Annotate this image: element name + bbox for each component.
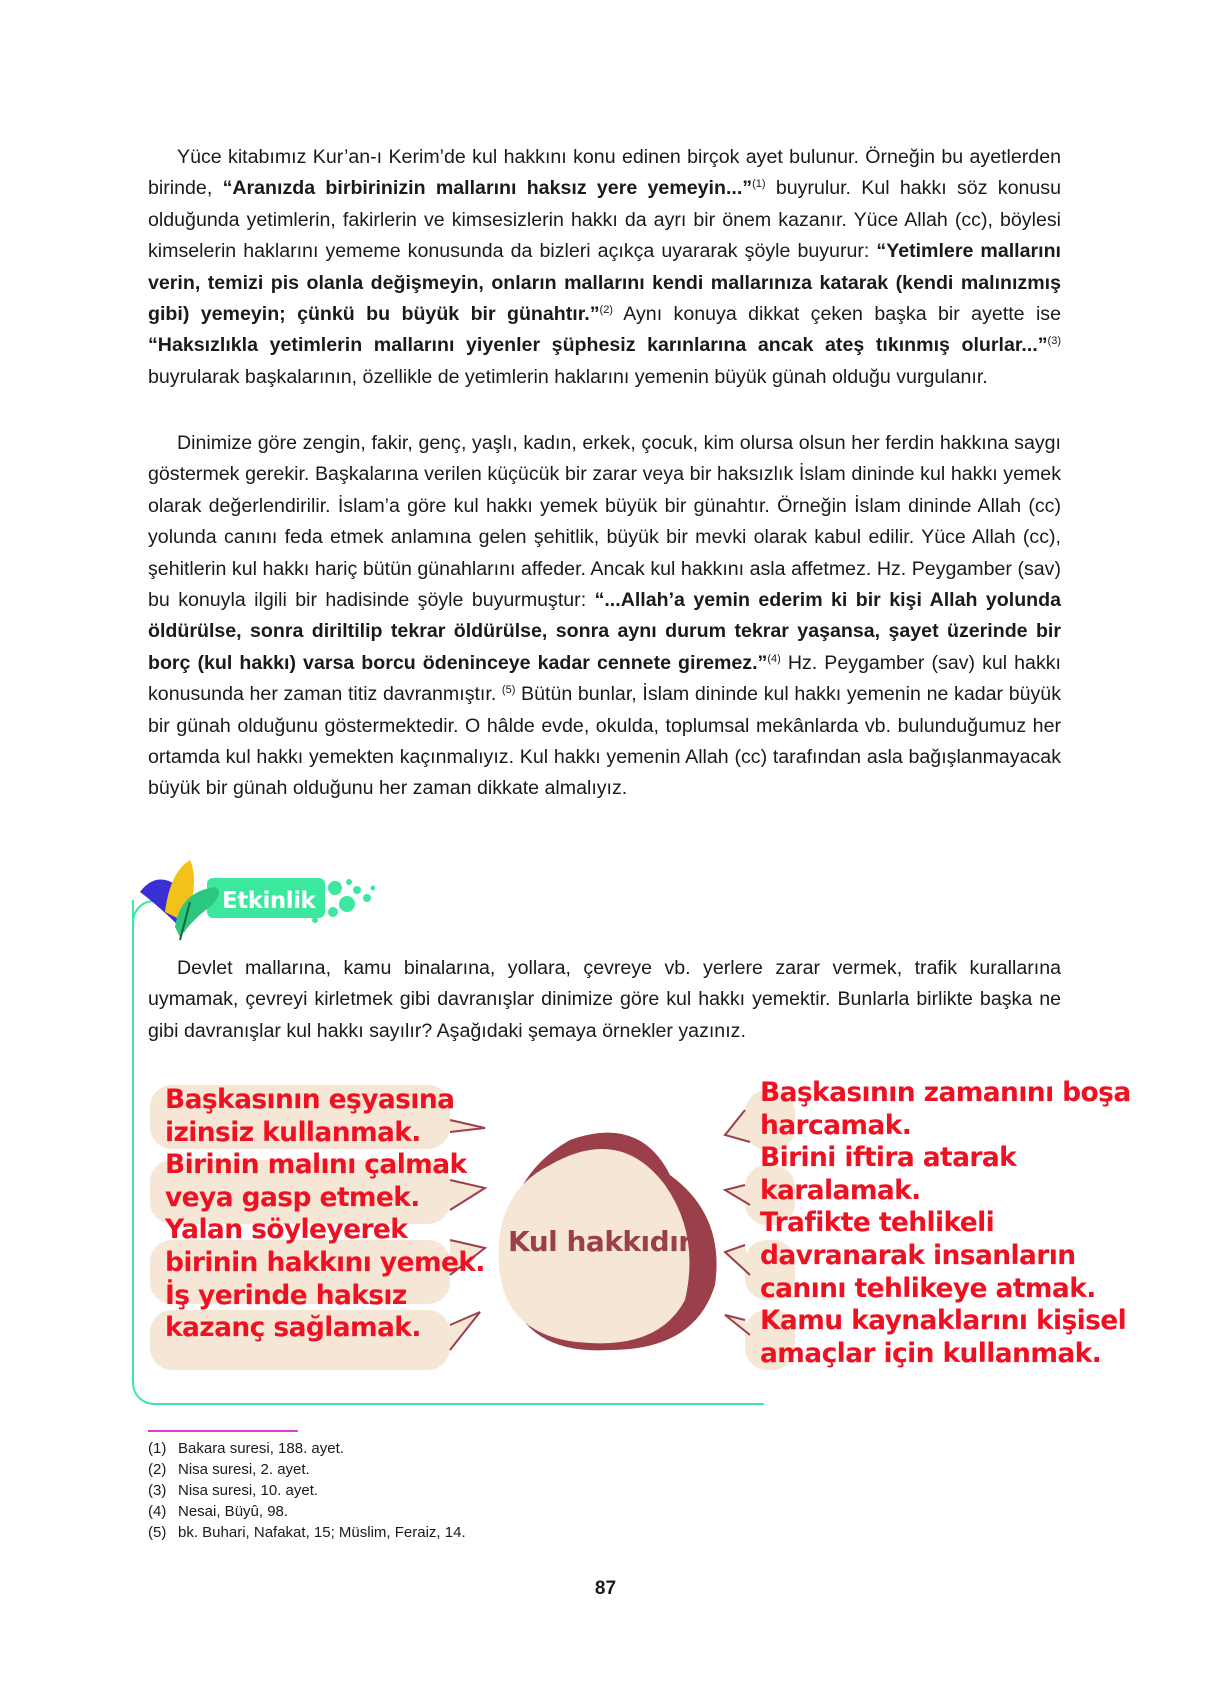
answer-line: Trafikte tehlikeli: [760, 1207, 995, 1239]
center-label: Kul hakkıdır.: [508, 1225, 698, 1258]
body-text: Dinimize göre zengin, fakir, genç, yaşlı, kadın, erkek, çocuk, kim olursa olsun her ferdin hakkına saygı göstermek gerekir. Başkalarına verilen küçücük bir zarar veya bir haksızlık İslam dininde kul hakkı yemek olarak değerlendirilir. İslam’a göre kul hakkı yemek büyük bir günahtır. Örneğin İslam dininde Allah (cc) yolunda canını feda etmek anlamına gelen şehitlik, büyük bir mevki olarak kabul edilir. Yüce Allah (cc), şehitlerin kul hakkı hariç bütün günahlarını affeder. Ancak kul hakkını asla affetmez. Hz. Peygamber (sav) bu konuyla ilgili bir hadisinde şöyle buyurmuştur:: [148, 432, 1061, 612]
right-answers: [760, 1077, 1131, 1370]
quote-text: “Aranızda birbirinizin mallarını haksız yere yemeyin...”: [222, 177, 753, 200]
answer-line: Birinin malını çalmak: [165, 1149, 467, 1181]
footnote-text: Bakara suresi, 188. ayet.: [178, 1440, 344, 1457]
answer-line: İş yerinde haksız: [165, 1279, 407, 1311]
answer-line: karalamak.: [760, 1174, 921, 1206]
footnote-text: Nesai, Büyû, 98.: [178, 1503, 289, 1520]
activity-instructions: Devlet mallarına, kamu binalarına, yollara, çevreye vb. yerlere zarar vermek, trafik kurallarına uymamak, çevreyi kirletmek gibi davranışlar dinimize göre kul hakkı yemektir. Bunlarla birlikte başka ne gibi davranışlar kul hakkı sayılır? Aşağıdaki şemaya örnekler yazınız.: [148, 957, 1061, 1042]
footnote-text: Nisa suresi, 10. ayet.: [178, 1482, 319, 1499]
answer-line: kazanç sağlamak.: [165, 1312, 421, 1344]
paragraph-1: [148, 142, 1061, 393]
activity-title: Etkinlik: [222, 888, 316, 914]
footnote-number: (2): [148, 1461, 167, 1478]
answer-line: Başkasının zamanını boşa: [760, 1077, 1131, 1108]
body-text: Hz. Peygamber (sav) kul hakkı konusunda her zaman titiz davranmıştır.: [148, 651, 1061, 706]
body-text: Aynı konuya dikkat çeken başka bir ayette ise: [612, 303, 1061, 326]
footnote-ref: (1): [752, 178, 766, 191]
footnote-ref: (4): [767, 652, 781, 665]
paragraph-2: [148, 428, 1061, 805]
answer-line: Yalan söyleyerek: [165, 1214, 408, 1246]
answer-line: veya gasp etmek.: [165, 1181, 420, 1213]
footnotes: [148, 1438, 466, 1543]
footnote: [148, 1522, 466, 1543]
answer-line: izinsiz kullanmak.: [165, 1116, 421, 1148]
body-text: Bütün bunlar, İslam dininde kul hakkı yemenin ne kadar büyük bir günah olduğunu göstermektedir. O hâlde evde, okulda, toplumsal mekânlarda vb. bulunduğumuz her ortamda kul hakkı yemekten kaçınmalıyız. Kul hakkı yemenin Allah (cc) tarafından asla bağışlanmayacak büyük bir günah olduğunu her zaman dikkate almalıyız.: [148, 683, 1061, 800]
answer-line: birinin hakkını yemek.: [165, 1246, 485, 1278]
footnote-number: (1): [148, 1440, 167, 1457]
answer-line: canını tehlikeye atmak.: [760, 1272, 1096, 1304]
body-text: buyrulur. Kul hakkı söz konusu olduğunda yetimlerin, fakirlerin ve kimsesizlerin hakkı da ayrı bir önem kazanır. Yüce Allah (cc), böylesi kimselerin haklarını yememe konusunda da bizleri açıkça uyararak şöyle buyurur:: [148, 177, 1061, 263]
answer-line: Kamu kaynaklarını kişisel: [760, 1305, 1127, 1337]
page-number: 87: [594, 1578, 617, 1599]
footnote: [148, 1480, 466, 1501]
footnote: [148, 1459, 466, 1480]
body-text: buyrularak başkalarının, özellikle de yetimlerin haklarını yemenin büyük günah olduğu vurgulanır.: [148, 365, 988, 388]
footnote-number: (4): [148, 1503, 167, 1520]
footnote-text: bk. Buhari, Nafakat, 15; Müslim, Feraiz, 14.: [178, 1524, 466, 1541]
answer-line: harcamak.: [760, 1109, 912, 1141]
quote-text: “Yetimlere mallarını verin, temizi pis olanla değişmeyin, onların mallarını kendi mallarınıza katarak (kendi malınızmış gibi) yemeyin; çünkü bu büyük bir günahtır.”: [148, 240, 1061, 326]
answer-line: Başkasının eşyasına: [165, 1084, 455, 1115]
footnote-number: (5): [148, 1524, 167, 1541]
answer-line: Birini iftira atarak: [760, 1142, 1017, 1174]
footnote-text: Nisa suresi, 2. ayet.: [178, 1461, 310, 1478]
answer-line: amaçlar için kullanmak.: [760, 1337, 1102, 1369]
footnote: [148, 1438, 466, 1459]
quote-text: “...Allah’a yemin ederim ki bir kişi Allah yolunda öldürülse, sonra diriltilip tekrar öldürülse, sonra aynı durum tekrar yaşansa, şayet üzerinde bir borç (kul hakkı) varsa borcu ödeninceye kadar cennete giremez.”: [148, 589, 1061, 674]
answer-line: davranarak insanların: [760, 1239, 1076, 1271]
footnote-number: (3): [148, 1482, 167, 1499]
footnote: [148, 1501, 466, 1522]
body-text: Yüce kitabımız Kur’an-ı Kerim’de kul hakkını konu edinen birçok ayet bulunur. Örneğin bu ayetlerden birinde,: [148, 146, 1061, 200]
footnote-ref: (2): [599, 304, 613, 317]
footnote-ref: (3): [1047, 335, 1061, 348]
footnote-ref: (5): [501, 684, 516, 697]
quote-text: “Haksızlıkla yetimlerin mallarını yiyenler şüphesiz karınlarına ancak ateş tıkınmış olurlar...”: [148, 334, 1048, 357]
footnote-divider: [148, 1430, 298, 1432]
left-answers: [165, 1084, 485, 1345]
